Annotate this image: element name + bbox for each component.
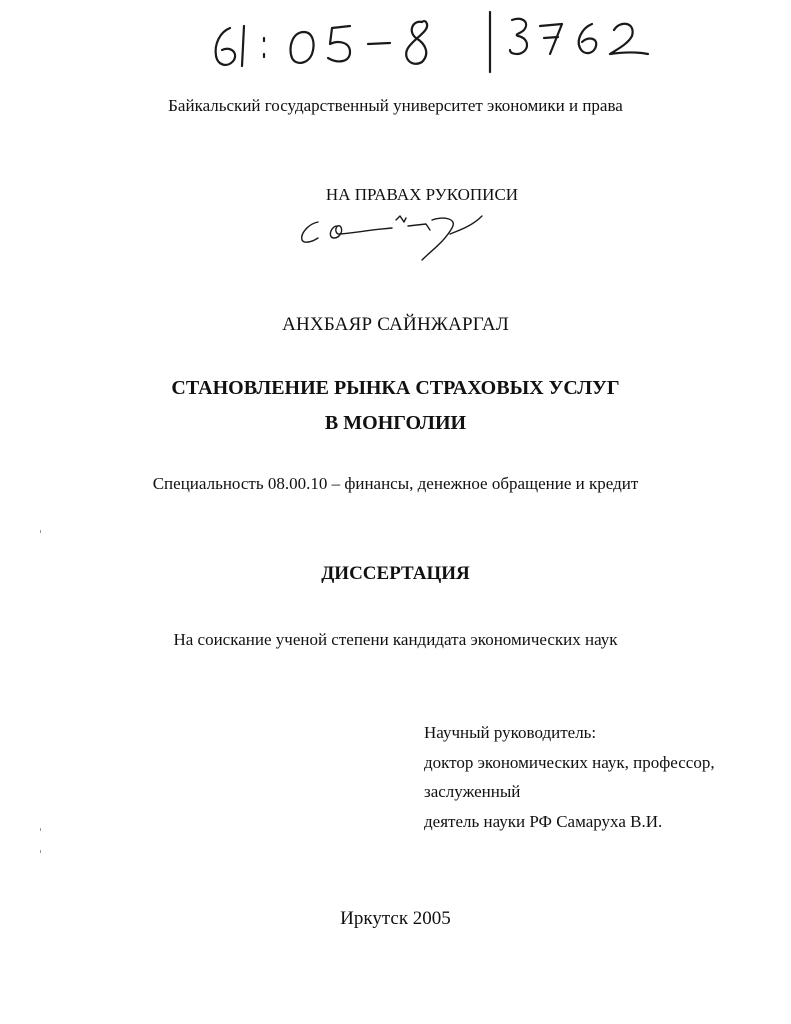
degree-statement: На соискание ученой степени кандидата экономических наук: [173, 630, 618, 649]
advisor-degree: доктор экономических наук, профессор,: [424, 752, 715, 772]
author-name: АНХБАЯР САЙНЖАРГАЛ: [282, 314, 509, 335]
advisor-name: деятель науки РФ Самаруха В.И.: [424, 811, 663, 831]
specialty: Специальность 08.00.10 – финансы, денежное обращение и кредит: [152, 474, 639, 493]
university-name: Байкальский государственный университет экономики и права: [168, 96, 623, 115]
advisor-heading: Научный руководитель:: [424, 723, 597, 742]
advisor-honor: заслуженный: [424, 782, 521, 801]
scientific-advisor-block: [424, 718, 715, 836]
scan-mark: [40, 828, 41, 831]
scan-mark: [40, 850, 41, 853]
thesis-title-line-2: В МОНГОЛИИ: [324, 412, 467, 434]
scan-mark: [40, 530, 41, 533]
author-signature: [296, 206, 496, 266]
thesis-title-line-1: СТАНОВЛЕНИЕ РЫНКА СТРАХОВЫХ УСЛУГ: [171, 377, 620, 399]
city-year: Иркутск 2005: [340, 908, 451, 929]
handwritten-catalog-code: [200, 6, 670, 76]
manuscript-note: НА ПРАВАХ РУКОПИСИ: [325, 185, 519, 204]
document-type: ДИССЕРТАЦИЯ: [321, 563, 470, 584]
